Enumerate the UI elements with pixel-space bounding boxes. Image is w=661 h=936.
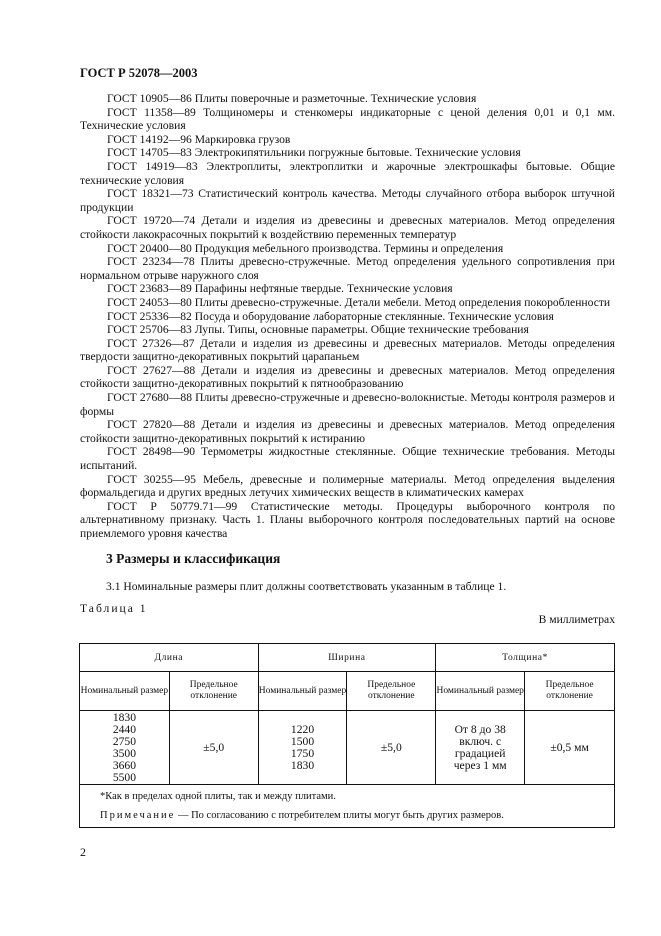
reference-item: ГОСТ 27627—88 Детали и изделия из древесины и древесных материалов. Метод определения стойкости защитно-декоративных покрытий к пятнообразованию bbox=[80, 363, 615, 391]
length-value: 3500 bbox=[112, 746, 136, 760]
length-value: 2750 bbox=[112, 734, 136, 748]
width-values bbox=[258, 711, 347, 785]
length-value: 3660 bbox=[112, 758, 136, 772]
section-title: 3 Размеры и классификация bbox=[106, 551, 281, 566]
subheader-deviation: Предельное отклонение bbox=[169, 672, 258, 711]
dimensions-table bbox=[79, 643, 615, 828]
paragraph-3-1: 3.1 Номинальные размеры плит должны соответствовать указанным в таблице 1. bbox=[106, 580, 507, 593]
length-value: 5500 bbox=[112, 770, 136, 784]
table-group-header bbox=[80, 644, 615, 672]
reference-item: ГОСТ 27680—88 Плиты древесно-стружечные и древесно-волокнистые. Методы контроля размеров и формы bbox=[80, 391, 615, 418]
table-subheader bbox=[80, 672, 615, 711]
reference-item: ГОСТ 27326—87 Детали и изделия из древесины и древесных материалов. Методы определения твердости защитно-декоративных покрытий царапаньем bbox=[80, 336, 615, 364]
reference-item: ГОСТ 25706—83 Лупы. Типы, основные параметры. Общие технические требования bbox=[107, 323, 529, 337]
reference-item: ГОСТ 14192—96 Маркировка грузов bbox=[107, 132, 291, 146]
reference-item: ГОСТ 11358—89 Толщиномеры и стенкомеры индикаторные с ценой деления 0,01 и 0,1 мм. Технические условия bbox=[80, 105, 615, 133]
reference-item: ГОСТ 27820—88 Детали и изделия из древесины и древесных материалов. Метод определения стойкости защитно-декоративных покрытий к истиранию bbox=[80, 418, 615, 445]
table-notes bbox=[80, 785, 615, 828]
thickness-nominal bbox=[436, 711, 525, 785]
note-text: — По согласованию с потребителем плиты могут быть других размеров. bbox=[175, 810, 504, 821]
reference-item: ГОСТ 23683—89 Парафины нефтяные твердые. Технические условия bbox=[107, 282, 453, 296]
reference-item: ГОСТ 14705—83 Электрокипятильники погружные бытовые. Технические условия bbox=[107, 146, 521, 160]
page-number: 2 bbox=[80, 845, 86, 859]
table-caption: Таблица 1 bbox=[80, 602, 148, 615]
reference-list bbox=[80, 92, 615, 541]
table-footnote: *Как в пределах одной плиты, так и между плитами. bbox=[100, 791, 336, 802]
reference-item: ГОСТ 30255—95 Мебель, древесные и полимерные материалы. Метод определения выделения формальдегида и других вредных летучих химических веществ в климатических камерах bbox=[80, 472, 615, 500]
header-length: Длина bbox=[80, 644, 259, 672]
subheader-nominal: Номинальный размер bbox=[80, 672, 170, 711]
document-header: ГОСТ Р 52078—2003 bbox=[80, 66, 198, 80]
reference-item: ГОСТ 28498—90 Термометры жидкостные стеклянные. Общие технические требования. Методы испытаний. bbox=[80, 445, 615, 473]
width-value: 1220 bbox=[290, 722, 315, 736]
reference-item: ГОСТ 19720—74 Детали и изделия из древесины и древесных материалов. Метод определения стойкости лакокрасочных покрытий к воздействию переменных температур bbox=[80, 214, 615, 241]
reference-item: ГОСТ 25336—82 Посуда и оборудование лабораторные стеклянные. Технические условия bbox=[107, 309, 554, 323]
table-note bbox=[100, 810, 604, 821]
subheader-deviation: Предельное отклонение bbox=[347, 672, 436, 711]
reference-item: ГОСТ 23234—78 Плиты древесно-стружечные. Метод определения удельного сопротивления при нормальном отрыве наружного слоя bbox=[80, 255, 615, 282]
reference-item: ГОСТ 20400—80 Продукция мебельного производства. Термины и определения bbox=[107, 241, 504, 255]
subheader-deviation: Предельное отклонение bbox=[525, 672, 615, 711]
length-value: 1830 bbox=[112, 710, 136, 724]
subheader-nominal: Номинальный размер bbox=[258, 672, 347, 711]
reference-item: ГОСТ 10905—86 Плиты поверочные и разметочные. Технические условия bbox=[107, 92, 477, 105]
reference-item: ГОСТ 14919—83 Электроплиты, электроплитки и жарочные электрошкафы бытовые. Общие технические условия bbox=[80, 159, 615, 187]
note-label: Примечание bbox=[100, 810, 176, 821]
subheader-nominal: Номинальный размер bbox=[436, 672, 525, 711]
width-value: 1830 bbox=[290, 758, 315, 772]
table-units: В миллиметрах bbox=[538, 613, 615, 626]
width-value: 1750 bbox=[290, 746, 315, 760]
thickness-nominal-text: От 8 до 38 включ. с градацией через 1 мм bbox=[453, 722, 507, 772]
length-deviation: ±5,0 bbox=[169, 711, 258, 785]
reference-item: ГОСТ 18321—73 Статистический контроль качества. Методы случайного отбора выборок штучной продукции bbox=[80, 187, 615, 214]
length-value: 2440 bbox=[112, 722, 136, 736]
width-deviation: ±5,0 bbox=[347, 711, 436, 785]
length-values bbox=[80, 711, 170, 785]
header-thickness: Толщина* bbox=[436, 644, 615, 672]
thickness-deviation: ±0,5 мм bbox=[525, 711, 615, 785]
table-row bbox=[80, 711, 615, 785]
header-width: Ширина bbox=[258, 644, 436, 672]
width-value: 1500 bbox=[290, 734, 315, 748]
notes-cell bbox=[80, 785, 615, 828]
reference-item: ГОСТ 24053—80 Плиты древесно-стружечные. Детали мебели. Метод определения покоробленности bbox=[107, 295, 611, 309]
reference-item: ГОСТ Р 50779.71—99 Статистические методы. Процедуры выборочного контроля по альтернативному признаку. Часть 1. Планы выборочного контроля последовательных партий на основе приемлемого уровня качества bbox=[80, 499, 615, 540]
